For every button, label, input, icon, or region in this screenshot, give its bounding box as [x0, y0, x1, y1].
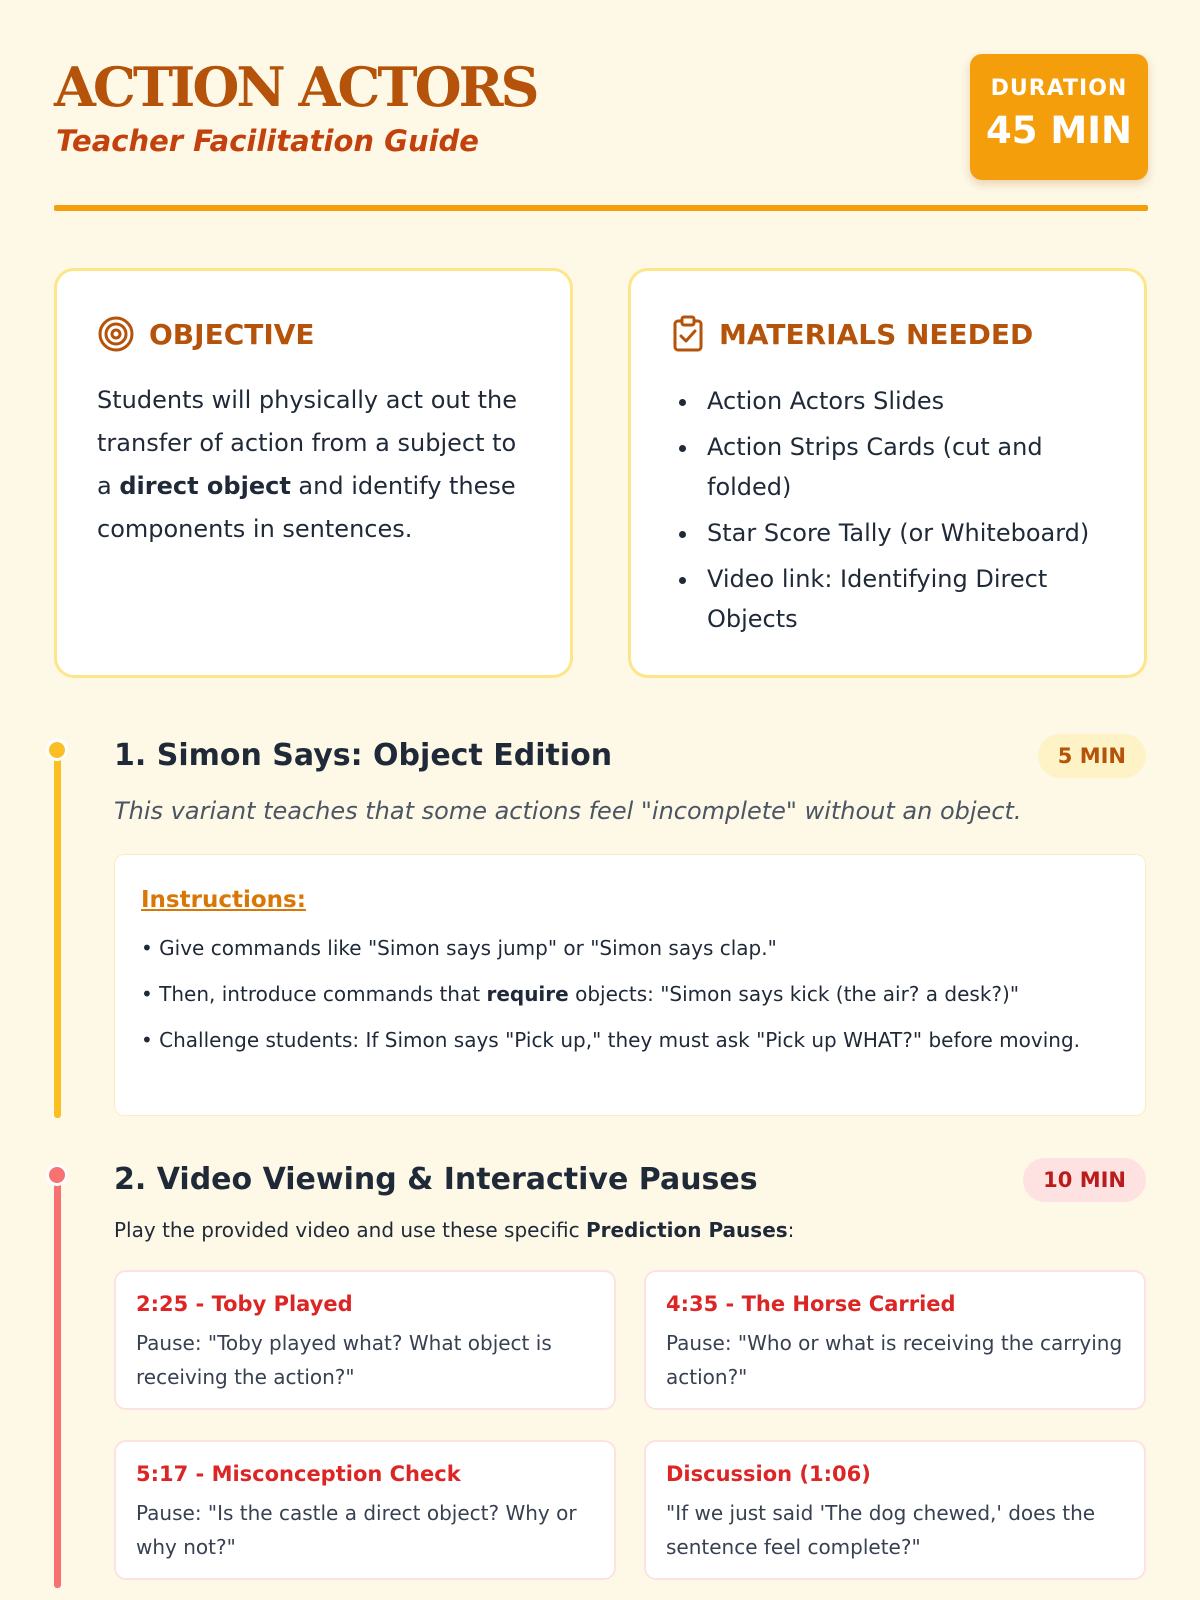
- section2-title: 2. Video Viewing & Interactive Pauses: [114, 1162, 758, 1197]
- pause-title: Discussion (1:06): [666, 1462, 871, 1486]
- pause-card: [114, 1440, 616, 1580]
- page-header: [54, 52, 1148, 212]
- objective-text-bold: direct object: [119, 472, 291, 500]
- materials-heading-label: MATERIALS NEEDED: [719, 317, 1034, 351]
- header-divider: [54, 205, 1148, 211]
- section2-intro-text: Play the provided video and use these specific: [114, 1218, 586, 1242]
- objective-text: [97, 379, 537, 551]
- pause-title: 5:17 - Misconception Check: [136, 1462, 461, 1486]
- pause-card: [644, 1440, 1146, 1580]
- section1-intro: This variant teaches that some actions feel "incomplete" without an object.: [114, 797, 1022, 825]
- section2-intro-bold: Prediction Pauses: [585, 1218, 788, 1242]
- pause-body: Pause: "Is the castle a direct object? Why or why not?": [136, 1501, 577, 1559]
- objective-text-part: and identify these components in sentences.: [97, 472, 516, 543]
- objective-text-part: Students will physically act out the transfer of action from a subject to a: [97, 386, 518, 500]
- pause-card: [114, 1270, 616, 1410]
- duration-badge: [970, 54, 1148, 180]
- instruction-line: • Challenge students: If Simon says "Pick up," they must ask "Pick up WHAT?" before moving.: [141, 1028, 1081, 1052]
- duration-value: 45 MIN: [986, 109, 1132, 152]
- target-icon: [97, 315, 135, 353]
- list-item: Action Actors Slides: [677, 381, 1117, 421]
- timeline-line-section2: [54, 1176, 61, 1588]
- instruction-bold: require: [486, 982, 569, 1006]
- objective-heading: [97, 315, 315, 353]
- list-item: Star Score Tally (or Whiteboard): [677, 513, 1117, 553]
- timeline-dot-section1: [46, 739, 68, 761]
- section2-intro-text: :: [787, 1218, 795, 1242]
- instruction-text: objects: "Simon says kick (the air? a desk?)": [568, 982, 1020, 1006]
- pause-body: Pause: "Toby played what? What object is receiving the action?": [136, 1331, 552, 1389]
- list-item: Action Strips Cards (cut and folded): [677, 427, 1117, 507]
- clipboard-check-icon: [671, 315, 705, 353]
- instructions-heading: Instructions:: [141, 887, 306, 913]
- instructions-box: [114, 854, 1146, 1116]
- timeline-dot-section2: [46, 1164, 68, 1186]
- instruction-text: • Then, introduce commands that: [141, 982, 487, 1006]
- timeline-line-section1: [54, 752, 61, 1118]
- materials-card: [628, 268, 1147, 678]
- materials-heading: [671, 315, 1033, 353]
- list-item: Video link: Identifying Direct Objects: [677, 559, 1117, 639]
- materials-list: [677, 381, 1117, 645]
- objective-card: [54, 268, 573, 678]
- pause-title: 2:25 - Toby Played: [136, 1292, 353, 1316]
- pause-body: "If we just said 'The dog chewed,' does the sentence feel complete?": [666, 1501, 1096, 1559]
- section1-time-badge: 5 MIN: [1038, 734, 1146, 778]
- instruction-line: • Give commands like "Simon says jump" or "Simon says clap.": [141, 936, 777, 960]
- pause-body: Pause: "Who or what is receiving the carrying action?": [666, 1331, 1123, 1389]
- page-subtitle: Teacher Facilitation Guide: [56, 124, 479, 158]
- section2-time-badge: 10 MIN: [1023, 1158, 1146, 1202]
- page-title: ACTION ACTORS: [54, 55, 537, 119]
- section2-intro: [114, 1218, 794, 1242]
- objective-heading-label: OBJECTIVE: [149, 317, 315, 351]
- pause-card: [644, 1270, 1146, 1410]
- section1-title: 1. Simon Says: Object Edition: [114, 738, 613, 773]
- duration-label: DURATION: [990, 76, 1128, 101]
- instruction-line: [141, 977, 1101, 1011]
- pause-title: 4:35 - The Horse Carried: [666, 1292, 956, 1316]
